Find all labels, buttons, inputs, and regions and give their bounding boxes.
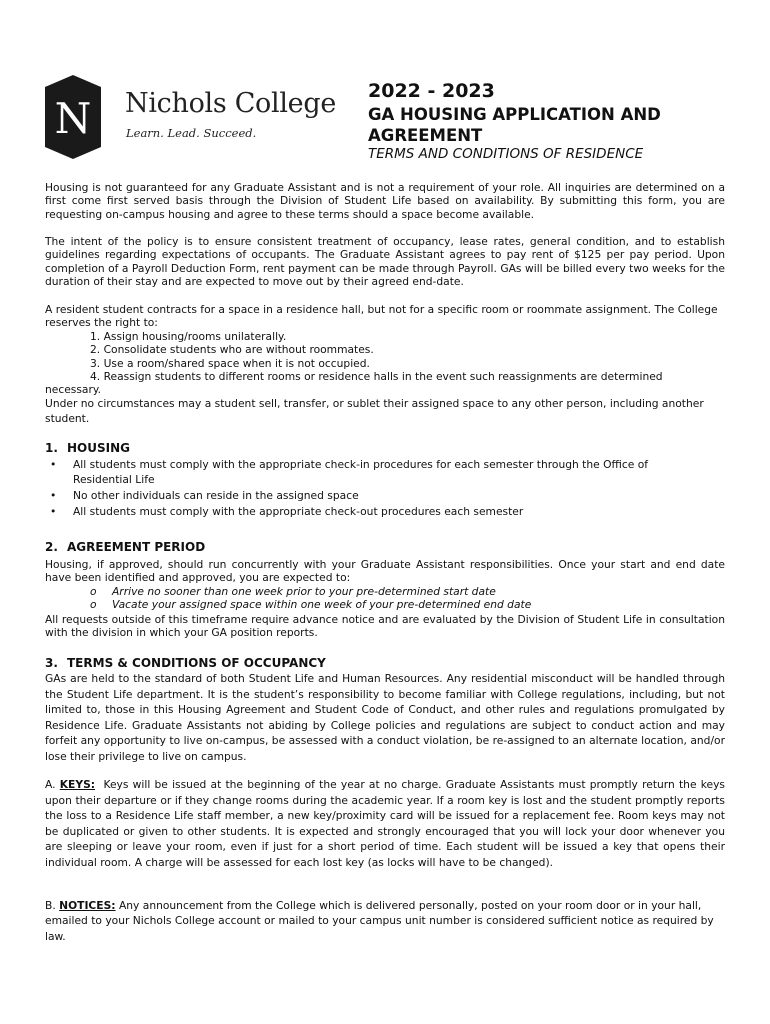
academic-year: 2022 - 2023 [368,80,495,102]
rights-item-wrap: necessary. [45,383,102,396]
document-subtitle: TERMS AND CONDITIONS OF RESIDENCE [368,146,644,162]
section-heading-housing: 1. HOUSING [45,441,130,455]
list-item: • All students must comply with the appropriate check-in procedures for each semester through the Office of Residential Life [50,458,649,487]
intro-paragraph-4: Under no circumstances may a student sell, transfer, or sublet their assigned space to any other person, including another student. [45,397,704,426]
intro-paragraph-1: Housing is not guaranteed for any Graduate Assistant and is not a requirement of your role. All inquiries are determined on a first come first served basis through the Division of Student Life based on availability. By submitting this form, you are requesting on-campus housing and agree to these terms should a space become available. [45,181,725,221]
agreement-paragraph-2: All requests outside of this timeframe require advance notice and are evaluated by the Division of Student Life in consultation with the division in which your GA position reports. [45,613,725,640]
college-shield-logo [45,75,101,159]
housing-bullet-list [45,457,725,520]
college-tagline: Learn. Lead. Succeed. [126,126,257,140]
agreement-paragraph-1: Housing, if approved, should run concurrently with your Graduate Assistant responsibilities. Once your start and end date have been identified and approved, you are expected to: [45,558,725,585]
rights-item: 3. Use a room/shared space when it is not occupied. [90,357,370,370]
college-name: Nichols College [125,88,337,119]
list-item: o Vacate your assigned space within one week of your pre-determined end date [90,598,532,612]
rights-item: 1. Assign housing/rooms unilaterally. [90,330,287,343]
agreement-list [90,585,650,612]
list-item: • All students must comply with the appropriate check-out procedures each semester [50,505,524,518]
notices-paragraph: B. NOTICES: Any announcement from the College which is delivered personally, posted on your room door or in your hall, emailed to your Nichols College account or mailed to your campus unit number is considered sufficient notice as required by law. [45,899,714,943]
list-item: o Arrive no sooner than one week prior to your pre-determined start date [90,585,496,598]
document-title: GA HOUSING APPLICATION AND AGREEMENT [368,105,661,145]
intro-paragraph-3: A resident student contracts for a space in a residence hall, but not for a specific room or roommate assignment. The College reserves the right to: [45,303,718,330]
list-item: • No other individuals can reside in the assigned space [50,489,359,503]
terms-paragraph-1: GAs are held to the standard of both Student Life and Human Resources. Any residential misconduct will be handled through the Student Life department. It is the student’s responsibility to become familiar with College regulations, including, but not limited to, those in this Housing Agreement and Student Code of Conduct, and other rules and regulations promulgated by Residence Life. Graduate Assistants not abiding by College policies and regulations are subject to conduct action and may forfeit any opportunity to live on-campus, be assessed with a conduct violation, be re-assigned to an alternate location, and/or lose their privilege to live on campus. [45,672,725,763]
rights-item: 4. Reassign students to different rooms or residence halls in the event such reassignments are determined [90,370,663,383]
logo-letter: N [54,94,92,143]
keys-paragraph: A. KEYS: Keys will be issued at the beginning of the year at no charge. Graduate Assistants must promptly return the keys upon their departure or if they change rooms during the academic year. If a room key is lost and the student promptly reports the loss to a Residence Life staff member, a new key/proximity card will be issued for a replacement fee. Room keys may not be duplicated or given to other students. It is expected and strongly encouraged that you will lock your door whenever you are sleeping or leave your room, even if just for a short period of time. Each student will be issued a key that opens their individual room. A charge will be assessed for each lost key (as locks will have to be changed). [45,778,726,869]
section-heading-terms: 3. TERMS & CONDITIONS OF OCCUPANCY [45,656,326,670]
section-heading-agreement-period: 2. AGREEMENT PERIOD [45,540,206,554]
keys-label: KEYS: [59,778,96,791]
intro-paragraph-2: The intent of the policy is to ensure consistent treatment of occupancy, lease rates, general condition, and to establish guidelines regarding expectations of occupants. The Graduate Assistant agrees to pay rent of $125 per pay period. Upon completion of a Payroll Deduction Form, rent payment can be made through Payroll. GAs will be billed every two weeks for the duration of their stay and are expected to move out by their agreed end-date. [45,235,725,289]
rights-item: 2. Consolidate students who are without roommates. [90,343,374,356]
notices-label: NOTICES: [59,899,116,912]
